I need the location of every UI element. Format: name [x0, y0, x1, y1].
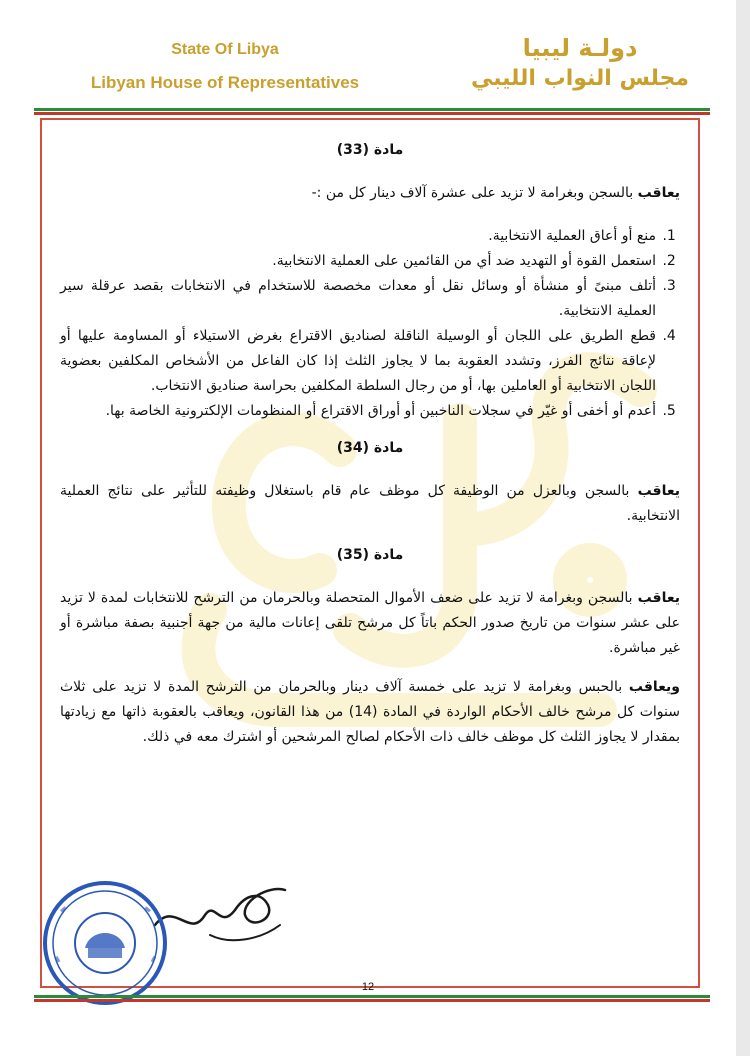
list-item: 1. منع أو أعاق العملية الانتخابية.: [60, 224, 658, 249]
offense-list: [60, 224, 680, 424]
header-house-name-ar: مجلس النواب الليبي: [470, 66, 690, 91]
penalty-keyword: يعاقب: [637, 590, 680, 606]
header-rule-red: [34, 112, 710, 115]
header-state-name-ar: دولـة ليبيا: [522, 34, 638, 62]
article-34: [60, 436, 680, 529]
article-35: [60, 543, 680, 750]
header-state-name: State Of Libya: [171, 41, 279, 58]
article-intro-text: بالسجن وبغرامة لا تزيد على عشرة آلاف دينار كل من :-: [311, 185, 638, 201]
list-item: 4. قطع الطريق على اللجان أو الوسيلة الناقلة لصناديق الاقتراع بغرض الاستيلاء أو المساومة عليها أو لإعاقة نتائج الفرز، وتشدد العقوبة بما لا يجاوز الثلث إذا كان الفاعل من الأشخاص المكلفين بعضوية اللجان الانتخابية أو العاملين بها، أو من رجال السلطة المكلفين بحراسة صناديق الانتخاب.: [60, 324, 658, 399]
article-title: مادة (35): [336, 547, 404, 563]
signature: [150, 870, 290, 950]
document-body: [60, 128, 680, 764]
list-item: 5. أعدم أو أخفى أو غيّر في سجلات الناخبين أو أوراق الاقتراع أو المنظومات الإلكترونية الخاصة بها.: [60, 399, 658, 424]
header-house-name: Libyan House of Representatives: [90, 73, 360, 92]
footer-rule-green: [34, 995, 710, 998]
article-33: [60, 138, 680, 424]
penalty-keyword: ويعاقب: [628, 679, 680, 695]
paragraph-text: بالسجن وبغرامة لا تزيد على ضعف الأموال المتحصلة وبالحرمان من الترشح للانتخابات لمدة لا تزيد على عشر سنوات من تاريخ صدور الحكم باتاً كل مرشح تلقى إعانات مالية من جهة أجنبية بصفة مباشرة أو غير مباشرة.: [60, 590, 680, 656]
article-paragraph: [60, 586, 680, 661]
header-arabic: [460, 32, 700, 94]
header-rule-green: [34, 108, 710, 111]
penalty-keyword: يعاقب: [637, 185, 680, 201]
article-title: مادة (34): [336, 440, 404, 456]
article-paragraph: [60, 479, 680, 529]
footer-rule-red: [34, 999, 710, 1002]
paragraph-text: بالسجن وبالعزل من الوظيفة كل موظف عام قام باستغلال وظيفته للتأثير على نتائج العملية الانتخابية.: [60, 483, 680, 524]
paragraph-text: بالحبس وبغرامة لا تزيد على خمسة آلاف دينار وبالحرمان من الترشح المدة لا تزيد على ثلاث سنوات كل مرشح خالف الأحكام الواردة في المادة (14) من هذا القانون، ويعاقب بالعقوبة ذاتها مع زيادتها بمقدار لا يجاوز الثلث كل موظف خالف ذات الأحكام لصالح المرشحين أو اشترك معه في ذلك.: [60, 679, 680, 745]
article-paragraph: [60, 675, 680, 750]
list-item: 2. استعمل القوة أو التهديد ضد أي من القائمين على العملية الانتخابية.: [60, 249, 658, 274]
header-english: [60, 38, 390, 96]
article-title: مادة (33): [336, 142, 404, 158]
page-number: 12: [361, 981, 375, 993]
list-item: 3. أتلف مبنىً أو منشأة أو وسائل نقل أو معدات مخصصة للاستخدام في الانتخابات بقصد عرقلة سير العملية الانتخابية.: [60, 274, 658, 324]
penalty-keyword: يعاقب: [637, 483, 680, 499]
article-intro: [60, 181, 680, 206]
